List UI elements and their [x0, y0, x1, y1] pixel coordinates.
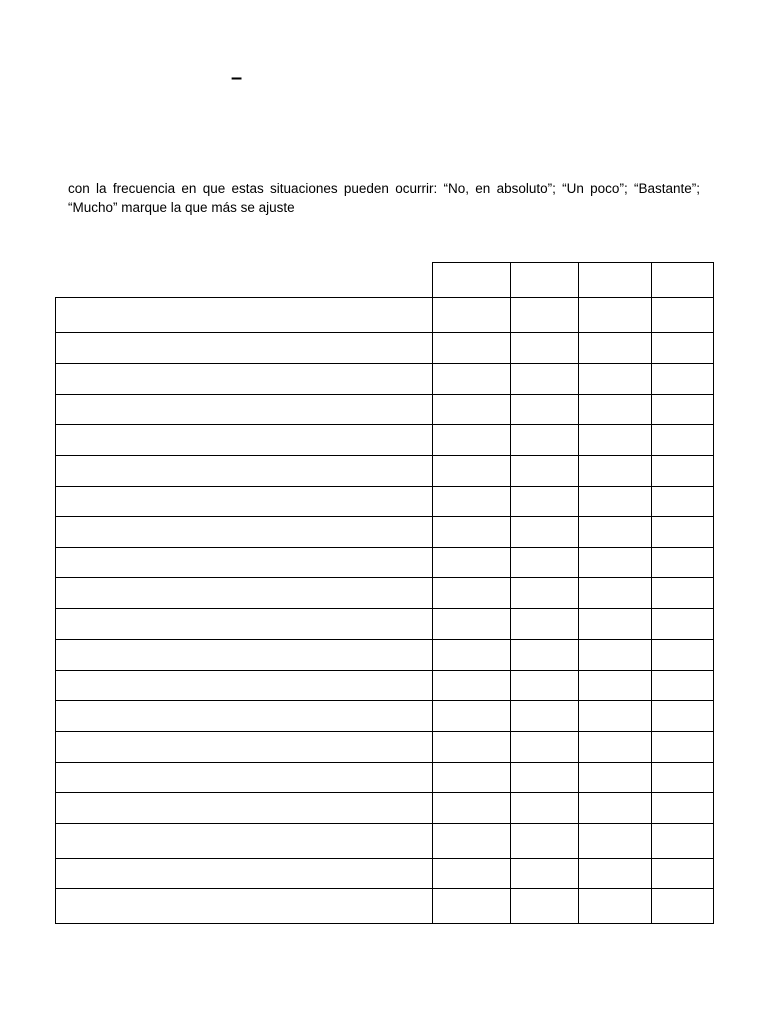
question-cell [55, 700, 433, 732]
answer-cell [432, 547, 511, 578]
answer-cell [651, 858, 714, 889]
answer-cell [432, 792, 511, 824]
answer-cell [432, 363, 511, 395]
answer-cell [651, 547, 714, 578]
answer-cell [651, 639, 714, 671]
answer-cell [432, 394, 511, 425]
answer-cell [651, 731, 714, 763]
question-cell [55, 858, 433, 889]
answer-cell [432, 486, 511, 517]
answer-cell [651, 608, 714, 640]
answer-cell [578, 762, 652, 793]
question-cell [55, 639, 433, 671]
answer-cell [432, 424, 511, 456]
answer-cell [510, 700, 579, 732]
answer-cell [578, 731, 652, 763]
answer-cell [510, 297, 579, 333]
question-cell [55, 731, 433, 763]
answer-cell [578, 700, 652, 732]
answer-cell [510, 486, 579, 517]
answer-cell [578, 823, 652, 859]
answer-cell [510, 858, 579, 889]
answer-cell [578, 486, 652, 517]
answer-cell [432, 888, 511, 924]
answer-cell [651, 455, 714, 487]
answer-cell [578, 547, 652, 578]
answer-cell [510, 792, 579, 824]
question-cell [55, 424, 433, 456]
answer-cell [432, 577, 511, 609]
answer-cell [578, 792, 652, 824]
answer-cell [432, 297, 511, 333]
question-cell [55, 823, 433, 859]
answer-cell [510, 731, 579, 763]
question-cell [55, 670, 433, 701]
answer-cell [578, 608, 652, 640]
header-cell-4 [651, 262, 714, 298]
answer-cell [510, 394, 579, 425]
answer-cell [651, 486, 714, 517]
question-cell [55, 792, 433, 824]
answer-cell [651, 762, 714, 793]
answer-cell [578, 670, 652, 701]
question-cell [55, 332, 433, 364]
answer-cell [432, 731, 511, 763]
question-cell [55, 394, 433, 425]
answer-cell [432, 670, 511, 701]
answer-cell [578, 297, 652, 333]
answer-cell [578, 888, 652, 924]
answer-cell [432, 516, 511, 548]
answer-cell [510, 455, 579, 487]
answer-cell [510, 363, 579, 395]
answer-cell [578, 516, 652, 548]
answer-cell [578, 363, 652, 395]
answer-cell [651, 394, 714, 425]
question-cell [55, 455, 433, 487]
answer-cell [578, 424, 652, 456]
answer-cell [510, 639, 579, 671]
answer-cell [651, 424, 714, 456]
question-cell [55, 577, 433, 609]
question-cell [55, 608, 433, 640]
question-cell [55, 297, 433, 333]
answer-cell [578, 577, 652, 609]
answer-cell [510, 670, 579, 701]
answer-cell [432, 455, 511, 487]
question-cell [55, 762, 433, 793]
answer-cell [651, 888, 714, 924]
header-cell-3 [578, 262, 652, 298]
answer-cell [578, 394, 652, 425]
answer-cell [510, 762, 579, 793]
answer-cell [651, 823, 714, 859]
answer-cell [651, 670, 714, 701]
answer-cell [578, 332, 652, 364]
answer-cell [651, 700, 714, 732]
answer-cell [432, 608, 511, 640]
header-cell-1 [432, 262, 511, 298]
answer-cell [432, 332, 511, 364]
answer-cell [651, 363, 714, 395]
answer-cell [510, 823, 579, 859]
question-cell [55, 363, 433, 395]
question-cell [55, 888, 433, 924]
answer-cell [578, 858, 652, 889]
question-cell [55, 486, 433, 517]
answer-cell [651, 332, 714, 364]
question-cell [55, 516, 433, 548]
answer-cell [432, 639, 511, 671]
answer-cell [432, 700, 511, 732]
answer-cell [510, 516, 579, 548]
answer-cell [510, 332, 579, 364]
answer-cell [651, 297, 714, 333]
answer-cell [510, 547, 579, 578]
answer-cell [510, 608, 579, 640]
answer-cell [432, 762, 511, 793]
answer-cell [651, 516, 714, 548]
answer-cell [651, 577, 714, 609]
answer-cell [510, 888, 579, 924]
instructions-text: con la frecuencia en que estas situaciones pueden ocurrir: “No, en absoluto”; “Un poco”; “Bastante”; “Mucho” marque la que más se ajuste [68, 181, 700, 215]
answer-cell [432, 858, 511, 889]
answer-cell [510, 424, 579, 456]
header-cell-2 [510, 262, 579, 298]
answer-cell [510, 577, 579, 609]
heading-dash: – [231, 67, 243, 89]
answer-cell [578, 639, 652, 671]
answer-cell [651, 792, 714, 824]
answer-cell [432, 823, 511, 859]
answer-cell [578, 455, 652, 487]
question-cell [55, 547, 433, 578]
